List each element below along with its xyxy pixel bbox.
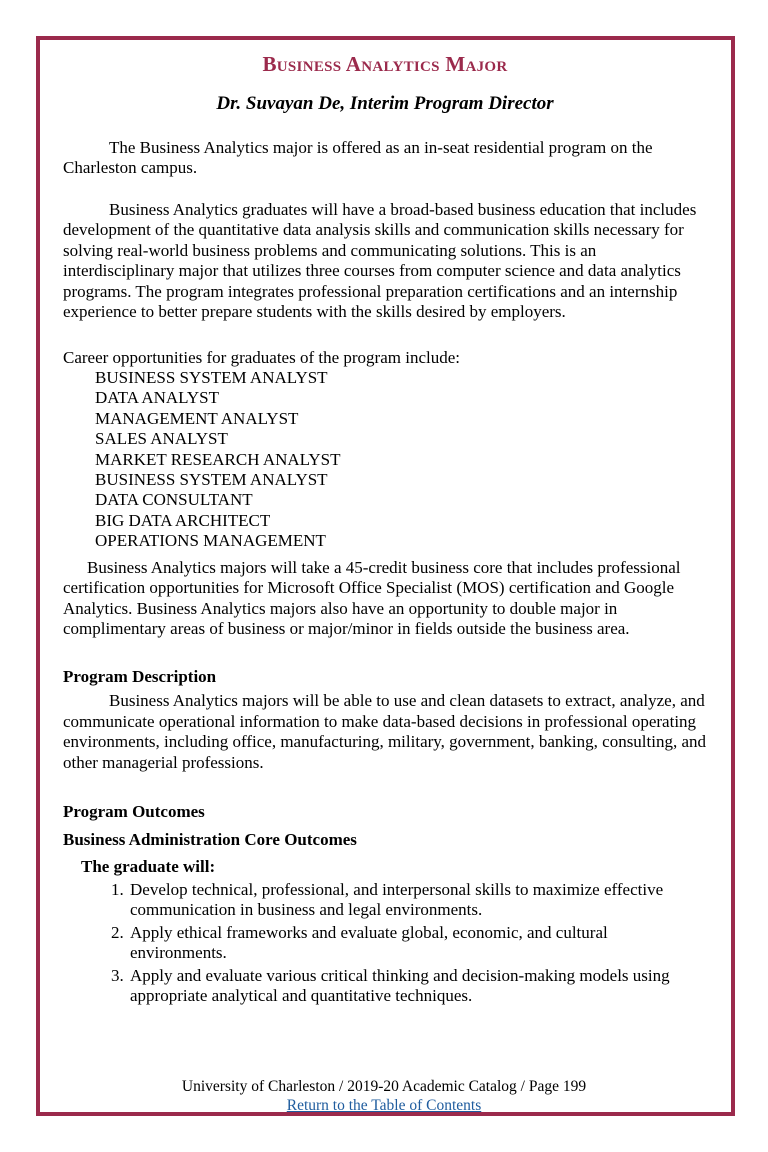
business-core-paragraph: Business Analytics majors will take a 45-credit business core that includes professional certification opportunities for Microsoft Office Specialist (MOS) certification and Google Analytics. Business Analytics majors also have an opportunity to double major in complimentary areas of business or major/minor in fields outside the business area. <box>63 557 681 639</box>
intro-paragraph-2: Business Analytics graduates will have a broad-based business education that includes development of the quantitative data analysis skills and communication skills necessary for solving real-world business problems and communicating solutions. This is an interdisciplinary major that utilizes three courses from computer science and data analytics programs. The program integrates professional preparation certifications and an internship experience to better prepare students with the skills desired by employers. <box>63 199 697 321</box>
outcome-item: 3. Apply and evaluate various critical thinking and decision-making models using appropriate analytical and quantitative techniques. <box>128 966 707 1007</box>
career-item: OPERATIONS MANAGEMENT <box>95 531 326 551</box>
program-description-body: Business Analytics majors will be able to use and clean datasets to extract, analyze, and communicate operational information to make data-based decisions in professional operating environments, including office, manufacturing, military, government, banking, consulting, and other managerial professions. <box>63 691 707 772</box>
career-item: BUSINESS SYSTEM ANALYST <box>95 470 328 490</box>
career-item: BUSINESS SYSTEM ANALYST <box>95 368 328 387</box>
outcome-item: 1. Develop technical, professional, and interpersonal skills to maximize effective communication in business and legal environments. <box>128 880 707 921</box>
career-item: DATA ANALYST <box>95 388 219 408</box>
career-item: DATA CONSULTANT <box>95 490 253 510</box>
career-item: MARKET RESEARCH ANALYST <box>95 449 341 469</box>
career-item: SALES ANALYST <box>95 429 228 449</box>
career-opportunities-lead: Career opportunities for graduates of the program include: <box>63 347 461 367</box>
business-admin-core-outcomes-heading: Business Administration Core Outcomes <box>63 829 357 849</box>
program-outcomes-heading: Program Outcomes <box>63 802 205 822</box>
program-director-subtitle: Dr. Suvayan De, Interim Program Director <box>216 93 554 114</box>
program-description-heading: Program Description <box>63 666 217 686</box>
catalog-page-line: University of Charleston / 2019-20 Academic Catalog / Page 199 <box>181 1078 587 1095</box>
career-list <box>63 368 707 552</box>
outcomes-list <box>63 880 707 1007</box>
page-content <box>40 40 731 1007</box>
graduate-will-lead: The graduate will: <box>81 857 216 877</box>
page-title: Business Analytics Major <box>262 52 508 76</box>
outcome-item: 2. Apply ethical frameworks and evaluate global, economic, and cultural environments. <box>128 923 707 964</box>
page-border-frame <box>36 36 735 1116</box>
page-footer <box>0 1078 768 1115</box>
career-item: BIG DATA ARCHITECT <box>95 510 271 530</box>
intro-paragraph-1: The Business Analytics major is offered as an in-seat residential program on the Charleston campus. <box>63 137 653 177</box>
return-to-toc-link[interactable]: Return to the Table of Contents <box>286 1096 482 1114</box>
career-item: MANAGEMENT ANALYST <box>95 408 299 428</box>
